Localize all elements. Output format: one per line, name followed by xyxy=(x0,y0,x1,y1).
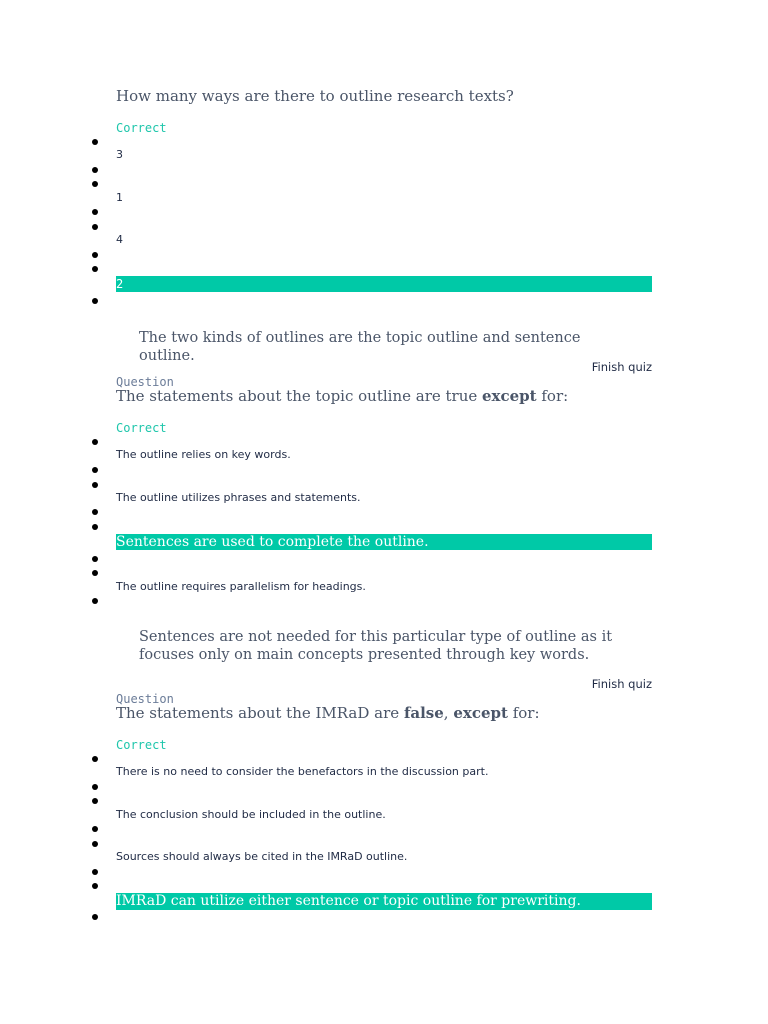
finish-quiz-link[interactable]: Finish quiz xyxy=(591,360,652,374)
question-2-option-3[interactable]: The outline requires parallelism for headings. xyxy=(116,580,366,593)
question-1-feedback: The two kinds of outlines are the topic outline and sentence outline. xyxy=(139,330,581,364)
question-1-option-1[interactable]: 3 xyxy=(116,148,123,161)
question-3-status: Correct xyxy=(116,738,167,752)
list-bullet xyxy=(92,252,98,258)
list-bullet xyxy=(92,167,98,173)
list-bullet xyxy=(92,556,98,562)
list-bullet xyxy=(92,181,98,187)
question-3-selected-answer[interactable]: IMRaD can utilize either sentence or topic outline for prewriting. xyxy=(116,893,652,910)
list-bullet xyxy=(92,756,98,762)
question-1-text: How many ways are there to outline research texts? xyxy=(116,87,514,105)
finish-quiz-link[interactable]: Finish quiz xyxy=(591,677,652,691)
list-bullet xyxy=(92,524,98,530)
question-1-option-3[interactable]: 4 xyxy=(116,233,123,246)
question-3-option-2[interactable]: The conclusion should be included in the outline. xyxy=(116,808,386,821)
question-3-text: The statements about the IMRaD are false, except for: xyxy=(116,704,540,722)
list-bullet xyxy=(92,598,98,604)
question-2-feedback: Sentences are not needed for this particular type of outline as it focuses only on main concepts presented through key words. xyxy=(139,629,613,663)
question-3-label: Question xyxy=(116,692,174,706)
question-1-option-2[interactable]: 1 xyxy=(116,191,123,204)
list-bullet xyxy=(92,883,98,889)
list-bullet xyxy=(92,266,98,272)
question-2-option-2[interactable]: The outline utilizes phrases and statements. xyxy=(116,491,361,504)
list-bullet xyxy=(92,841,98,847)
question-2-option-1[interactable]: The outline relies on key words. xyxy=(116,448,291,461)
list-bullet xyxy=(92,869,98,875)
list-bullet xyxy=(92,509,98,515)
question-2-text: The statements about the topic outline are true except for: xyxy=(116,387,569,405)
list-bullet xyxy=(92,826,98,832)
list-bullet xyxy=(92,784,98,790)
list-bullet xyxy=(92,224,98,230)
list-bullet xyxy=(92,798,98,804)
list-bullet xyxy=(92,570,98,576)
list-bullet xyxy=(92,914,98,920)
question-2-label: Question xyxy=(116,375,174,389)
list-bullet xyxy=(92,482,98,488)
question-2-selected-answer[interactable]: Sentences are used to complete the outline. xyxy=(116,534,652,550)
list-bullet xyxy=(92,439,98,445)
list-bullet xyxy=(92,298,98,304)
list-bullet xyxy=(92,209,98,215)
list-bullet xyxy=(92,467,98,473)
question-1-status: Correct xyxy=(116,121,167,135)
question-2-status: Correct xyxy=(116,421,167,435)
question-3-option-3[interactable]: Sources should always be cited in the IMRaD outline. xyxy=(116,850,408,863)
list-bullet xyxy=(92,139,98,145)
question-1-selected-answer[interactable]: 2 xyxy=(116,276,652,292)
question-3-option-1[interactable]: There is no need to consider the benefactors in the discussion part. xyxy=(116,765,489,778)
